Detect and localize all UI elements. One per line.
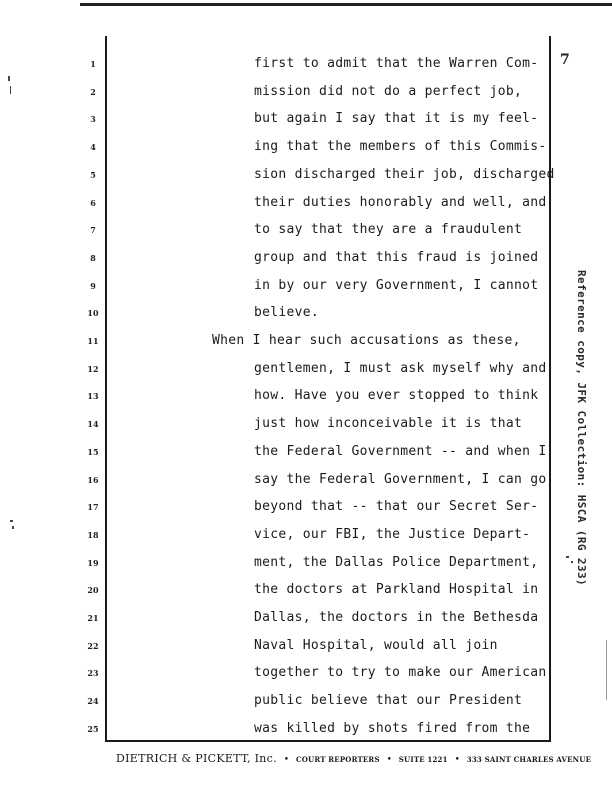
transcript-line: how. Have you ever stopped to think — [254, 388, 539, 404]
scan-mark — [571, 561, 573, 563]
line-number: 10 — [87, 308, 99, 319]
line-number: 21 — [87, 613, 99, 623]
line-number: 11 — [87, 336, 99, 346]
transcript-line: but again I say that it is my feel- — [254, 111, 539, 127]
footer-separator: • — [454, 755, 460, 765]
transcript-line: public believe that our President — [254, 693, 523, 709]
line-number: 7 — [90, 225, 96, 236]
line-number: 13 — [87, 391, 99, 402]
transcript-line: ment, the Dallas Police Department, — [254, 554, 539, 570]
transcript-line: gentlemen, I must ask myself why and — [254, 360, 547, 376]
page-number: 7 — [560, 52, 570, 68]
transcript-line: say the Federal Government, I can go — [254, 471, 547, 487]
top-rule — [80, 3, 612, 6]
transcript-line: sion discharged their job, discharged — [254, 166, 555, 182]
line-number: 25 — [87, 723, 99, 734]
transcript-line: believe. — [254, 305, 320, 321]
line-number: 19 — [87, 557, 99, 568]
transcript-line: Naval Hospital, would all join — [254, 637, 498, 653]
transcript-line: in by our very Government, I cannot — [254, 277, 539, 293]
line-number: 18 — [87, 529, 99, 540]
scan-mark — [606, 640, 607, 700]
line-number: 20 — [87, 585, 99, 596]
transcript-line: their duties honorably and well, and — [254, 194, 547, 210]
footer — [116, 752, 592, 765]
scan-mark — [10, 520, 13, 522]
line-number: 5 — [90, 169, 96, 180]
footer-separator: • — [283, 755, 290, 765]
line-number: 23 — [87, 668, 99, 679]
footer-address: 333 SAINT CHARLES AVENUE — [466, 755, 592, 764]
footer-suite: SUITE 1221 — [398, 755, 448, 764]
transcript-line: beyond that -- that our Secret Ser- — [254, 499, 539, 515]
line-number: 16 — [87, 474, 99, 485]
line-number: 1 — [90, 59, 96, 69]
line-number: 15 — [87, 446, 99, 457]
line-number: 3 — [90, 114, 96, 125]
scan-mark — [10, 86, 11, 94]
transcript-line: together to try to make our American — [254, 665, 547, 681]
footer-separator: • — [386, 755, 392, 765]
transcript-line: was killed by shots fired from the — [254, 720, 531, 736]
transcript-line: vice, our FBI, the Justice Depart- — [254, 526, 531, 542]
line-number: 14 — [87, 419, 99, 430]
transcript-line: the doctors at Parkland Hospital in — [254, 582, 539, 598]
line-number: 12 — [87, 363, 99, 374]
transcript-line: first to admit that the Warren Com- — [254, 56, 539, 71]
transcript-line: the Federal Government -- and when I — [254, 443, 547, 459]
line-number: 6 — [90, 197, 96, 208]
line-number: 17 — [87, 502, 99, 513]
firm-name: DIETRICH & PICKETT, Inc. — [116, 752, 277, 765]
line-number: 24 — [87, 696, 99, 707]
line-number: 4 — [90, 142, 96, 153]
transcript-line: to say that they are a fraudulent — [254, 222, 523, 238]
scan-mark — [566, 556, 569, 558]
footer-court-reporters: COURT REPORTERS — [295, 755, 380, 764]
scan-mark — [8, 76, 10, 81]
line-number: 8 — [90, 252, 96, 263]
archive-stamp: Reference copy, JFK Collection: HSCA (RG 233) — [575, 270, 588, 587]
line-number: 22 — [87, 640, 99, 651]
transcript-line: just how inconceivable it is that — [254, 416, 523, 432]
transcript-line: group and that this fraud is joined — [254, 249, 539, 265]
transcript-line: When I hear such accusations as these, — [212, 333, 521, 348]
line-number: 2 — [90, 86, 96, 97]
transcript-line: mission did not do a perfect job, — [254, 83, 523, 99]
scan-mark — [12, 526, 14, 529]
transcript-line: Dallas, the doctors in the Bethesda — [254, 610, 539, 625]
transcript-line: ing that the members of this Commis- — [254, 139, 547, 155]
line-number: 9 — [90, 280, 96, 291]
